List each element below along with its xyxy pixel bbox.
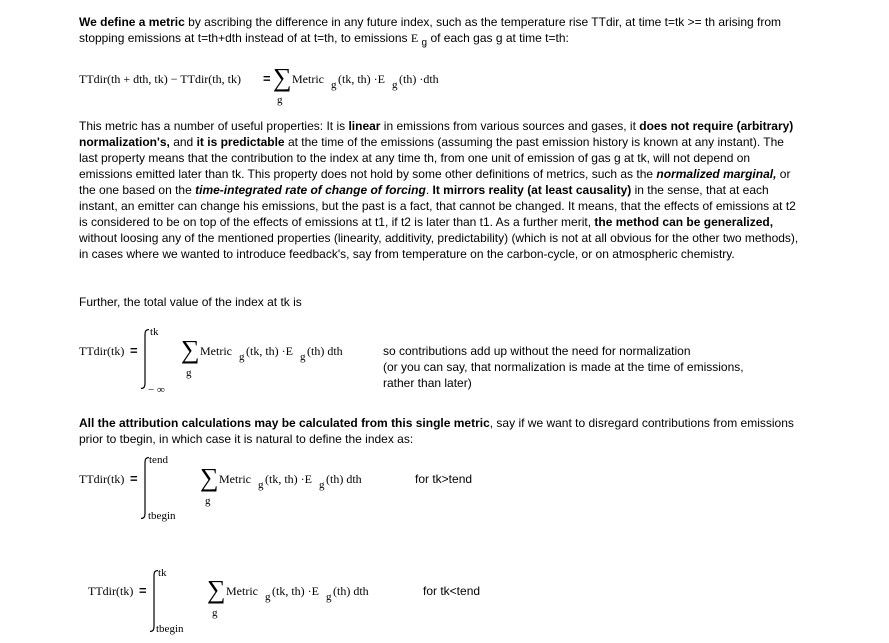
eq3-sum-index: g xyxy=(205,495,211,507)
eq3-args1: (tk, th) ·E xyxy=(265,472,312,486)
eq2-args1: (tk, th) ·E xyxy=(246,344,293,358)
eq2-sum-symbol: ∑ xyxy=(181,335,200,364)
definition-paragraph xyxy=(79,14,799,51)
prop-text: in emissions from various sources and gases, it xyxy=(380,119,640,133)
eq3-sum-symbol: ∑ xyxy=(200,463,219,492)
eq4-lower-limit: tbegin xyxy=(156,623,184,635)
eq1-sum-index: g xyxy=(277,94,283,106)
prop-text: without loosing any of the mentioned properties (linearity, additivity, predictability) (which is not at all obvious for the other two methods), in cases where we wanted to introduce feedback's, say from temperature on the carbon-cycle, or on atmospheric chemistry. xyxy=(79,231,799,261)
prop-linear: linear xyxy=(348,119,381,133)
prop-mirrors-reality: It mirrors reality (at least causality) xyxy=(432,183,632,197)
prop-text: at the time of the emissions (assuming the past emission history is known at any instant). The last property means that the contribution to the index at any time th, from one unit of emission of gas g at tk, will not depend on emissions emitted later than tk. This property does not hold by some other definitions of metrics, such as the xyxy=(79,135,784,181)
eq3-equals: = xyxy=(130,471,138,486)
eq2-note-line1: so contributions add up without the need for normalization xyxy=(383,344,691,358)
eq3-args2: (th) dth xyxy=(326,472,362,486)
eq1-metric: Metric xyxy=(292,72,324,86)
eq1-sum-symbol: ∑ xyxy=(273,63,292,92)
prop-time-integrated: time-integrated rate of change of forcing xyxy=(195,183,426,197)
total-index-paragraph: Further, the total value of the index at tk is xyxy=(79,295,302,309)
attribution-paragraph xyxy=(79,415,799,447)
eq2-args2: (th) dth xyxy=(307,344,343,358)
eq2-lhs: TTdir(tk) xyxy=(79,344,125,358)
prop-predictable: it is predictable xyxy=(196,135,285,149)
eq3-sub2: g xyxy=(319,479,325,491)
eq2-sub2: g xyxy=(300,351,306,363)
eq4-args2: (th) dth xyxy=(333,584,369,598)
eq4-condition: for tk<tend xyxy=(423,584,481,598)
eq3-upper-limit: tend xyxy=(149,454,168,466)
eq1-equals: = xyxy=(263,71,271,86)
eq2-note-line3: rather than later) xyxy=(383,376,472,390)
emission-symbol: E xyxy=(410,31,419,45)
prop-text: or the one based on the xyxy=(79,167,791,197)
eq1-args1: (tk, th) ·E xyxy=(338,72,385,86)
eq4-sum-symbol: ∑ xyxy=(207,575,226,604)
prop-text: and xyxy=(169,135,197,149)
prop-generalized: the method can be generalized, xyxy=(594,215,774,229)
eq2-equals: = xyxy=(130,343,138,358)
prop-text: . xyxy=(425,183,433,197)
eq1-sub2: g xyxy=(392,79,398,91)
prop-text: This metric has a number of useful properties: It is xyxy=(79,119,349,133)
eq3-sub1: g xyxy=(258,479,264,491)
eq2-note-line2: (or you can say, that normalization is made at the time of emissions, xyxy=(383,360,744,374)
attribution-text: , say if we want to disregard contributions from emissions prior to tbegin, in which case it is natural to define the index as: xyxy=(79,416,794,446)
eq1-lhs: TTdir(th + dth, tk) − TTdir(th, tk) xyxy=(79,72,241,86)
eq2-sub1: g xyxy=(239,351,245,363)
eq3-lhs: TTdir(tk) xyxy=(79,472,125,486)
eq3-metric: Metric xyxy=(219,472,251,486)
eq4-upper-limit: tk xyxy=(158,567,167,579)
definition-text-end: of each gas g at time t=th: xyxy=(427,31,569,45)
eq2-sum-index: g xyxy=(186,367,192,379)
eq4-args1: (tk, th) ·E xyxy=(272,584,319,598)
prop-normalization: does not require (arbitrary) normalization's, xyxy=(79,119,794,149)
properties-paragraph xyxy=(79,118,799,262)
eq2-metric: Metric xyxy=(200,344,232,358)
attribution-bold: All the attribution calculations may be calculated from this single metric xyxy=(79,416,490,430)
eq4-lhs: TTdir(tk) xyxy=(88,584,134,598)
eq1-args2: (th) ·dth xyxy=(399,72,439,86)
eq2-upper-limit: tk xyxy=(150,326,159,338)
eq1-sub1: g xyxy=(331,79,337,91)
definition-text: by ascribing the difference in any future index, such as the temperature rise TTdir, at time t=tk >= th arising from stopping emissions at t=th+dth instead of at t=th, to emissions xyxy=(79,15,782,45)
eq3-condition: for tk>tend xyxy=(415,472,473,486)
emission-subscript: g xyxy=(421,37,428,49)
eq4-sum-index: g xyxy=(212,607,218,619)
eq4-metric: Metric xyxy=(226,584,258,598)
prop-normalized-marginal: normalized marginal, xyxy=(656,167,777,181)
eq4-sub2: g xyxy=(326,591,332,603)
eq2-lower-limit: − ∞ xyxy=(148,384,165,396)
prop-text: in the sense, that at each instant, an emitter can change his emissions, but the past is a fact, that cannot be changed. It means, that the effects of emissions at t2 is considered to be on top of the effects of emissions at t1, if t2 is later than t1. As a further merit, xyxy=(79,183,796,229)
definition-lead: We define a metric xyxy=(79,15,185,29)
eq3-lower-limit: tbegin xyxy=(148,510,176,522)
eq4-sub1: g xyxy=(265,591,271,603)
eq4-equals: = xyxy=(139,583,147,598)
